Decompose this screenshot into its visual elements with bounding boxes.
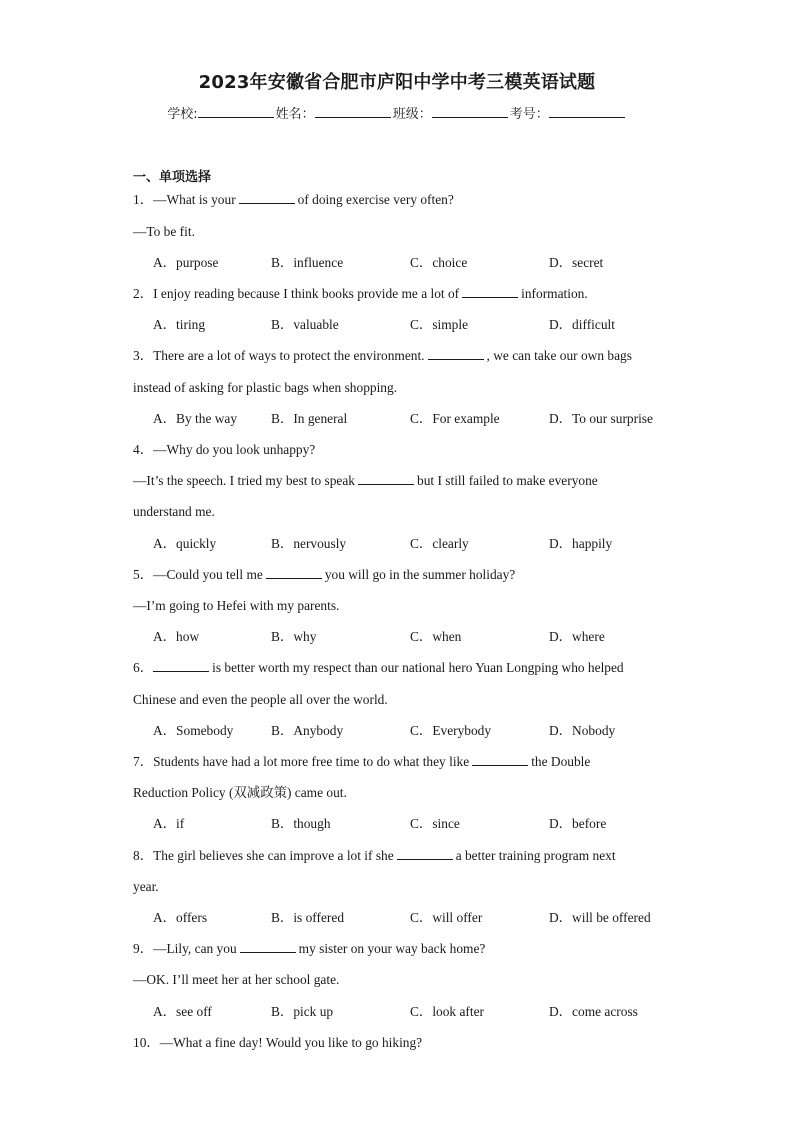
question-number: 4． [133, 442, 154, 457]
question-text: I enjoy reading because I think books provide me a lot of [153, 286, 460, 301]
question-number: 7． [133, 754, 154, 769]
question-line [133, 691, 388, 709]
question-number: 1． [133, 192, 154, 207]
option-d[interactable]: D．where [549, 629, 605, 644]
question-text: —What a fine day! Would you like to go hiking? [159, 1035, 423, 1050]
option-c[interactable]: C．simple [410, 317, 469, 332]
answer-blank [428, 347, 484, 360]
option-c[interactable]: C．when [410, 629, 462, 644]
option-a[interactable]: A．tiring [153, 317, 206, 332]
option-d[interactable]: D．before [549, 816, 607, 831]
question-line [133, 940, 485, 958]
option-d[interactable]: D．secret [549, 255, 604, 270]
question-number: 6． [133, 660, 154, 675]
option-c[interactable]: C．look after [410, 1004, 485, 1019]
class-field[interactable] [432, 105, 508, 118]
number-label: 考号： [509, 107, 549, 122]
answer-blank [358, 472, 414, 485]
question-text: a better training program next [455, 848, 616, 863]
question-line [133, 566, 515, 584]
name-label: 姓名： [275, 107, 315, 122]
question-text: year. [133, 879, 159, 894]
answer-blank [266, 566, 322, 579]
option-a[interactable]: A．how [153, 629, 200, 644]
option-b[interactable]: B．valuable [271, 317, 339, 332]
option-b[interactable]: B．Anybody [271, 723, 344, 738]
option-a[interactable]: A．if [153, 816, 185, 831]
option-d[interactable]: D．Nobody [549, 723, 616, 738]
option-b[interactable]: B．is offered [271, 910, 345, 925]
option-a[interactable]: A．Somebody [153, 723, 234, 738]
option-d[interactable]: D．come across [549, 1004, 638, 1019]
class-label: 班级： [392, 107, 432, 122]
option-a[interactable]: A．quickly [153, 536, 217, 551]
question-text: —I’m going to Hefei with my parents. [133, 598, 340, 613]
page-title: 2023年安徽省合肥市庐阳中学中考三模英语试题 [198, 72, 596, 93]
question-line [133, 1034, 422, 1052]
question-text: my sister on your way back home? [298, 941, 486, 956]
question-text: —It’s the speech. I tried my best to speak [133, 473, 356, 488]
question-text: , we can take our own bags [486, 348, 632, 363]
question-line [133, 503, 215, 521]
question-line [133, 223, 195, 241]
question-number: 5． [133, 567, 154, 582]
option-a[interactable]: A．offers [153, 910, 208, 925]
question-line [133, 379, 397, 397]
question-text: Students have had a lot more free time to do what they like [153, 754, 470, 769]
question-text: The girl believes she can improve a lot if she [153, 848, 394, 863]
question-line [133, 347, 632, 365]
number-field[interactable] [549, 105, 625, 118]
question-text: instead of asking for plastic bags when shopping. [133, 380, 398, 395]
school-label: 学校: [167, 107, 198, 122]
question-text: is better worth my respect than our national hero Yuan Longping who helped [212, 660, 624, 675]
question-text: —Why do you look unhappy? [153, 442, 316, 457]
option-c[interactable]: C．For example [410, 411, 500, 426]
option-c[interactable]: C．since [410, 816, 460, 831]
question-text: —Lily, can you [153, 941, 237, 956]
option-c[interactable]: C．will offer [410, 910, 483, 925]
question-number: 9． [133, 941, 154, 956]
answer-blank [472, 753, 528, 766]
student-info-row [0, 103, 794, 122]
option-b[interactable]: B．pick up [271, 1004, 334, 1019]
question-line [133, 659, 624, 677]
question-text: information. [521, 286, 588, 301]
option-a[interactable]: A．see off [153, 1004, 212, 1019]
option-b[interactable]: B．In general [271, 411, 348, 426]
answer-blank [397, 847, 453, 860]
answer-blank [153, 659, 209, 672]
question-line [133, 971, 339, 989]
answer-blank [240, 940, 296, 953]
name-field[interactable] [315, 105, 391, 118]
section-heading: 一、单项选择 [133, 170, 212, 185]
option-d[interactable]: D．will be offered [549, 910, 651, 925]
option-c[interactable]: C．clearly [410, 536, 469, 551]
question-number: 8． [133, 848, 154, 863]
option-d[interactable]: D．To our surprise [549, 411, 653, 426]
question-line [133, 784, 347, 802]
question-text: There are a lot of ways to protect the environment. [153, 348, 425, 363]
question-number: 3． [133, 348, 154, 363]
question-line [133, 441, 315, 459]
question-line [133, 753, 590, 771]
answer-blank [239, 191, 295, 204]
answer-blank [462, 285, 518, 298]
question-line [133, 472, 598, 490]
option-b[interactable]: B．nervously [271, 536, 347, 551]
option-a[interactable]: A．purpose [153, 255, 219, 270]
option-b[interactable]: B．why [271, 629, 317, 644]
question-text: —To be fit. [133, 224, 195, 239]
option-a[interactable]: A．By the way [153, 411, 238, 426]
question-text: understand me. [133, 504, 215, 519]
question-line [133, 191, 454, 209]
option-d[interactable]: D．happily [549, 536, 613, 551]
question-text: Chinese and even the people all over the world. [133, 692, 388, 707]
option-d[interactable]: D．difficult [549, 317, 615, 332]
question-text: —What is your [153, 192, 236, 207]
school-field[interactable] [198, 105, 274, 118]
question-text: —OK. I’ll meet her at her school gate. [133, 972, 340, 987]
option-b[interactable]: B．influence [271, 255, 344, 270]
question-number: 10． [133, 1035, 160, 1050]
option-c[interactable]: C．Everybody [410, 723, 492, 738]
question-text: of doing exercise very often? [297, 192, 454, 207]
option-c[interactable]: C．choice [410, 255, 468, 270]
question-line [133, 597, 339, 615]
option-b[interactable]: B．though [271, 816, 331, 831]
question-text: but I still failed to make everyone [417, 473, 598, 488]
question-line [133, 878, 159, 896]
question-line [133, 285, 588, 303]
question-number: 2． [133, 286, 154, 301]
question-line [133, 847, 616, 865]
question-text: you will go in the summer holiday? [324, 567, 516, 582]
question-text: —Could you tell me [153, 567, 263, 582]
question-text: Reduction Policy (双减政策) came out. [133, 785, 347, 800]
question-text: the Double [531, 754, 591, 769]
